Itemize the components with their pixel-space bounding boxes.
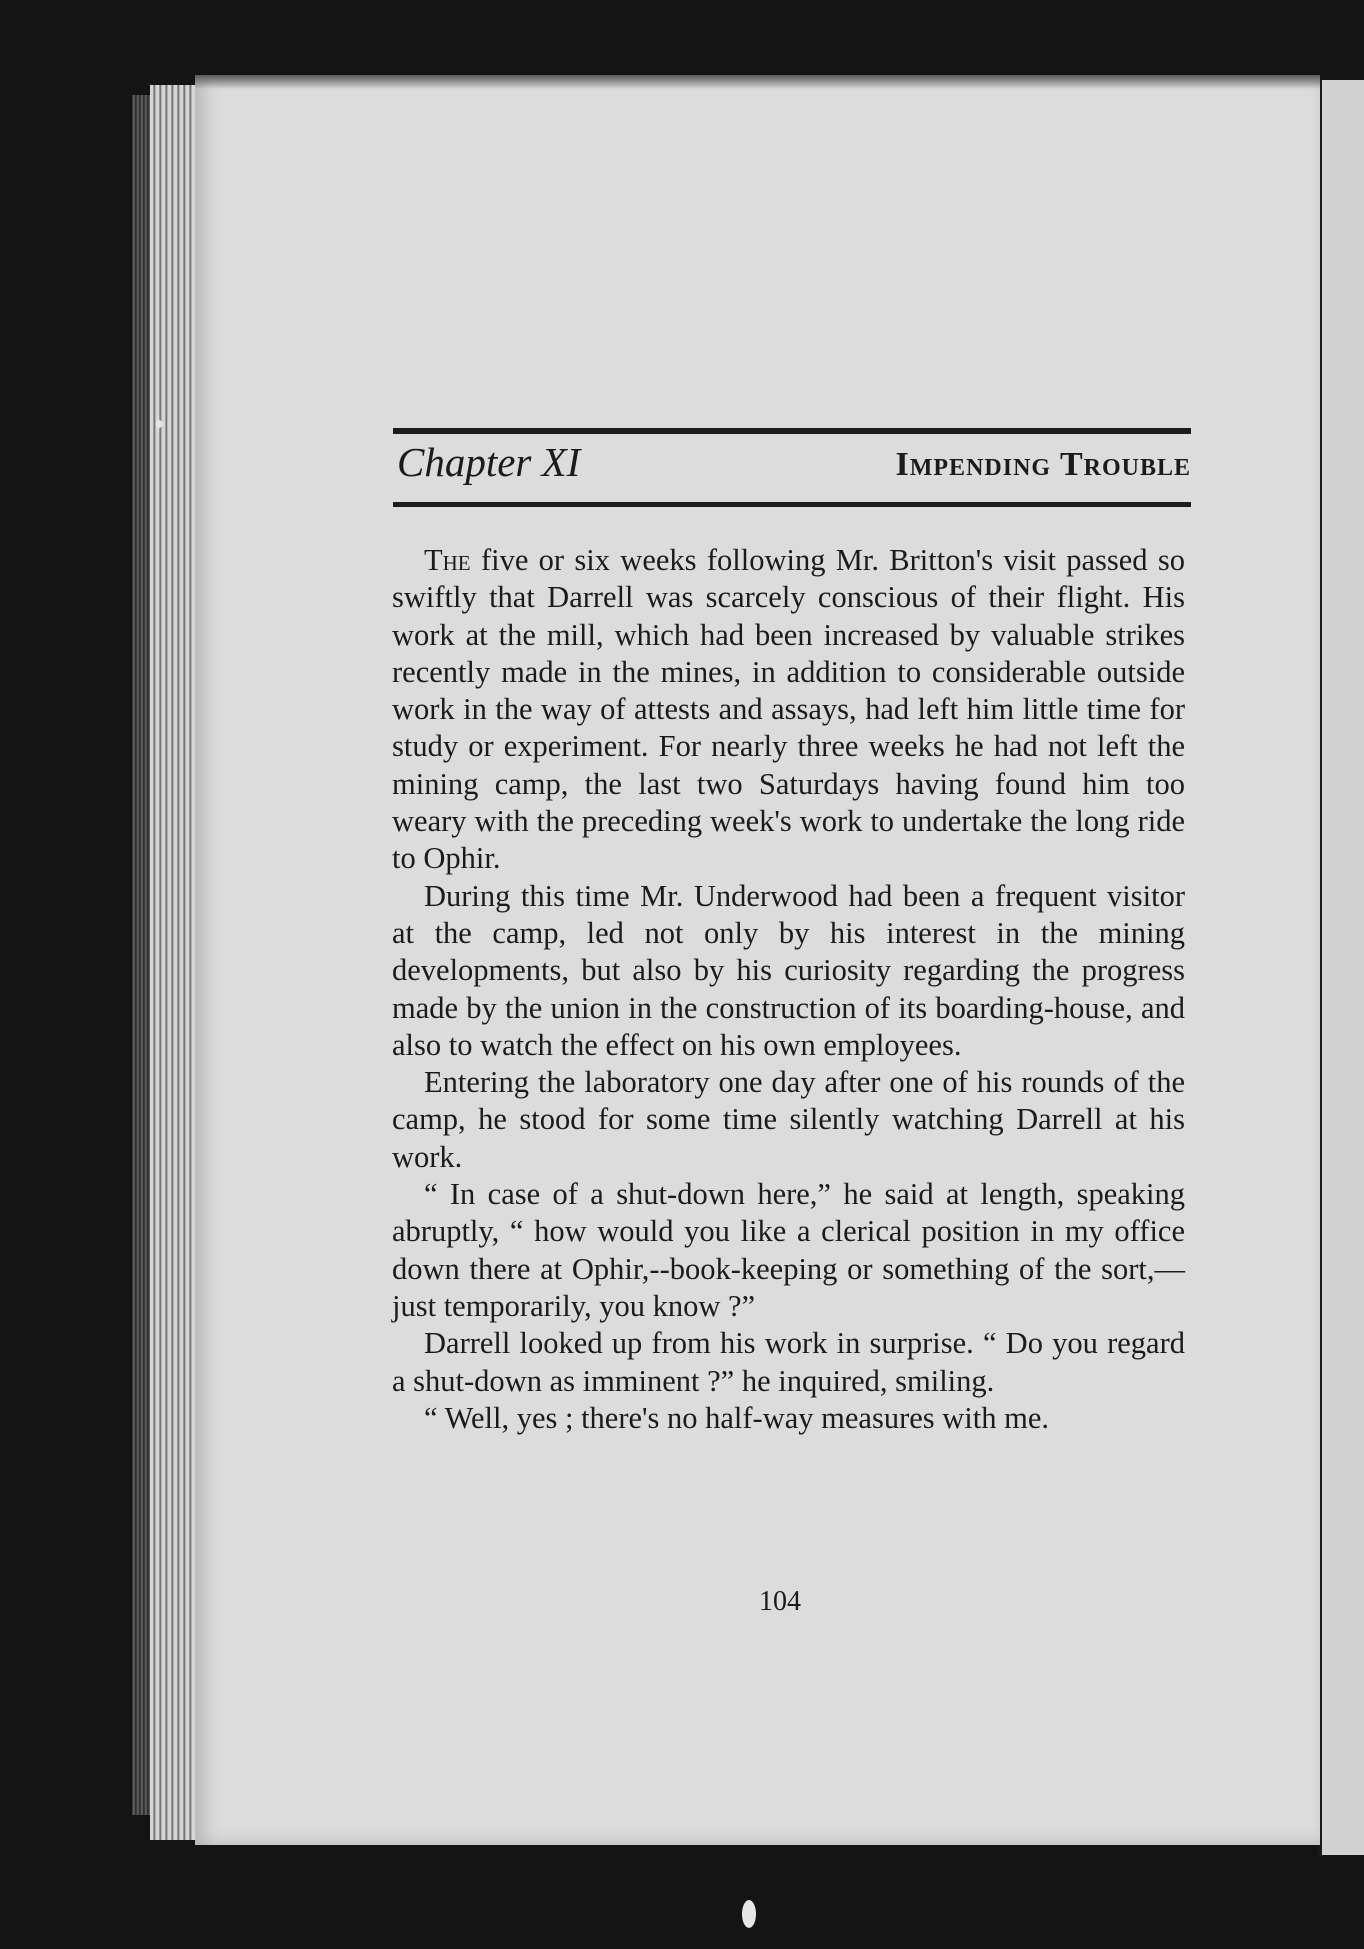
paragraph: During this time Mr. Underwood had been a frequent visitor at the camp, led not only by his interest in the mining developments, but also by his curiosity regarding the progress made by the union in the construction of its boarding-house, and also to watch the effect on his own employees. xyxy=(392,878,1185,1062)
small-caps-lead: The xyxy=(424,543,471,577)
facing-page-edge xyxy=(1318,80,1364,1855)
paragraph: Entering the laboratory one day after one of his rounds of the camp, he stood for some time silently watching Darrell at his work. xyxy=(392,1065,1185,1174)
scan-speck xyxy=(156,420,162,428)
scan-speck xyxy=(742,1900,756,1928)
running-head-title: Impending Trouble xyxy=(895,446,1191,483)
paragraph-text: five or six weeks following Mr. Britton's visit passed so swiftly that Darrell was scarcely conscious of their flight. His work at the mill, which had been increased by valuable strikes recently made in the mines, in addition to considerable outside work in the way of attests and assays, had left him little time for study or experiment. For nearly three weeks he had not left the mining camp, the last two Saturdays having found him too weary with the preceding week's work to undertake the long ride to Ophir. xyxy=(392,543,1185,876)
header-rule-bottom xyxy=(393,502,1191,507)
running-head-chapter: Chapter XI xyxy=(397,439,581,485)
chapter-body xyxy=(392,542,1185,1437)
paragraph: “ Well, yes ; there's no half-way measures with me. xyxy=(424,1400,1049,1435)
paragraph: “ In case of a shut-down here,” he said at length, speaking abruptly, “ how would you like a clerical position in my office down there at Ophir,--book-keeping or something of the sort,—just temporarily, you know ?” xyxy=(392,1177,1185,1323)
header-rule-top xyxy=(393,428,1191,434)
paragraph xyxy=(392,542,1185,878)
paragraph: Darrell looked up from his work in surprise. “ Do you regard a shut-down as imminent ?” he inquired, smiling. xyxy=(392,1326,1185,1398)
page-number: 104 xyxy=(759,1586,801,1617)
